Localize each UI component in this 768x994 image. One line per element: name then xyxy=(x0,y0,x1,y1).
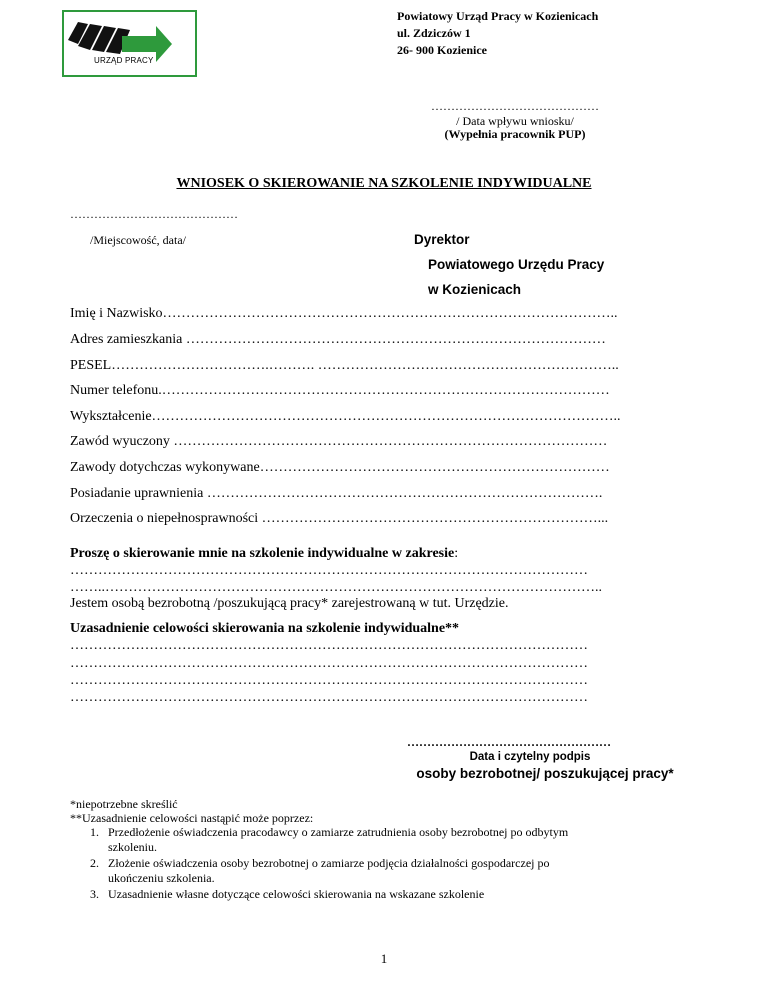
logo-text: URZĄD PRACY xyxy=(94,56,154,65)
justification-line-4: ………………………………………………………………………………………………… xyxy=(70,690,588,705)
office-street: ul. Zdziczów 1 xyxy=(397,26,471,40)
field-phone: Numer telefonu.…………………………………………………………………………………… xyxy=(70,383,610,398)
note-item-1 xyxy=(90,825,568,840)
request-heading-text: Proszę o skierowanie mnie na szkolenie indywidualne w zakresie xyxy=(70,546,455,561)
note-item-2-cont: ukończeniu szkolenia. xyxy=(108,871,215,885)
registration-status: Jestem osobą bezrobotną /poszukującą pracy* zarejestrowaną w tut. Urzędzie. xyxy=(70,596,509,611)
field-disability: Orzeczenia o niepełnosprawności ………………………………………………………………... xyxy=(70,511,609,526)
footnote-1: *niepotrzebne skreślić xyxy=(70,797,178,811)
signature-role: osoby bezrobotnej/ poszukującej pracy* xyxy=(416,766,674,781)
field-education: Wykształcenie……………………………………………………………………………………….. xyxy=(70,409,621,424)
justification-line-2: ………………………………………………………………………………………………… xyxy=(70,656,588,671)
request-line-2: ……..…………………………………………………………………………………………….. xyxy=(70,580,602,595)
note-item-3 xyxy=(90,887,484,902)
note-item-2 xyxy=(90,856,549,871)
office-city: 26- 900 Kozienice xyxy=(397,43,487,57)
receipt-date-label: / Data wpływu wniosku/ xyxy=(456,114,574,128)
logo-graphic xyxy=(64,12,195,75)
field-profession: Zawód wyuczony ………………………………………………………………………………… xyxy=(70,434,608,449)
request-heading-colon: : xyxy=(454,546,459,561)
form-title: WNIOSEK O SKIEROWANIE NA SZKOLENIE INDYWIDUALNE xyxy=(176,176,592,191)
justification-line-1: ………………………………………………………………………………………………… xyxy=(70,638,588,653)
receipt-date-dots: …………………………………… xyxy=(431,99,599,113)
field-previous-jobs: Zawody dotychczas wykonywane………………………………………………………………… xyxy=(70,460,610,475)
note-item-1-cont: szkoleniu. xyxy=(108,840,157,854)
note-item-number: 1. xyxy=(90,825,99,839)
note-item-number: 2. xyxy=(90,856,99,870)
place-date-label: /Miejscowość, data/ xyxy=(90,233,186,247)
signature-label: Data i czytelny podpis xyxy=(469,751,591,763)
addressee-office: Powiatowego Urzędu Pracy xyxy=(428,257,605,272)
place-date-dots: …………………………………… xyxy=(70,207,238,221)
field-qualifications: Posiadanie uprawnienia …………………………………………………………………………. xyxy=(70,486,603,501)
note-item-text: Uzasadnienie własne dotyczące celowości skierowania na wskazane szkolenie xyxy=(108,887,485,901)
note-item-text: Przedłożenie oświadczenia pracodawcy o zamiarze zatrudnienia osoby bezrobotnej po odbytym xyxy=(108,825,569,839)
request-heading xyxy=(70,546,458,562)
note-item-text: Złożenie oświadczenia osoby bezrobotnej o zamiarze podjęcia działalności gospodarczej po xyxy=(108,856,550,870)
signature-dots: …………………………………………… xyxy=(407,735,611,749)
justification-heading: Uzasadnienie celowości skierowania na szkolenie indywidualne** xyxy=(70,621,460,636)
addressee-city: w Kozienicach xyxy=(428,282,522,297)
pup-logo xyxy=(62,10,197,77)
field-address: Adres zamieszkania ……………………………………………………………………………… xyxy=(70,332,606,347)
office-name: Powiatowy Urząd Pracy w Kozienicach xyxy=(397,9,599,23)
addressee-title: Dyrektor xyxy=(414,232,470,247)
request-line-1: ………………………………………………………………………………………………… xyxy=(70,563,588,578)
field-name: Imię i Nazwisko…………………………………………………………………………………….. xyxy=(70,306,618,321)
note-item-number: 3. xyxy=(90,887,99,901)
field-pesel: PESEL…………………………….………. ……………………………………………………….. xyxy=(70,358,619,373)
justification-line-3: ………………………………………………………………………………………………… xyxy=(70,673,588,688)
page-number: 1 xyxy=(380,951,388,966)
footnote-2: **Uzasadnienie celowości nastąpić może poprzez: xyxy=(70,811,314,825)
receipt-staff-note: (Wypełnia pracownik PUP) xyxy=(444,127,586,141)
